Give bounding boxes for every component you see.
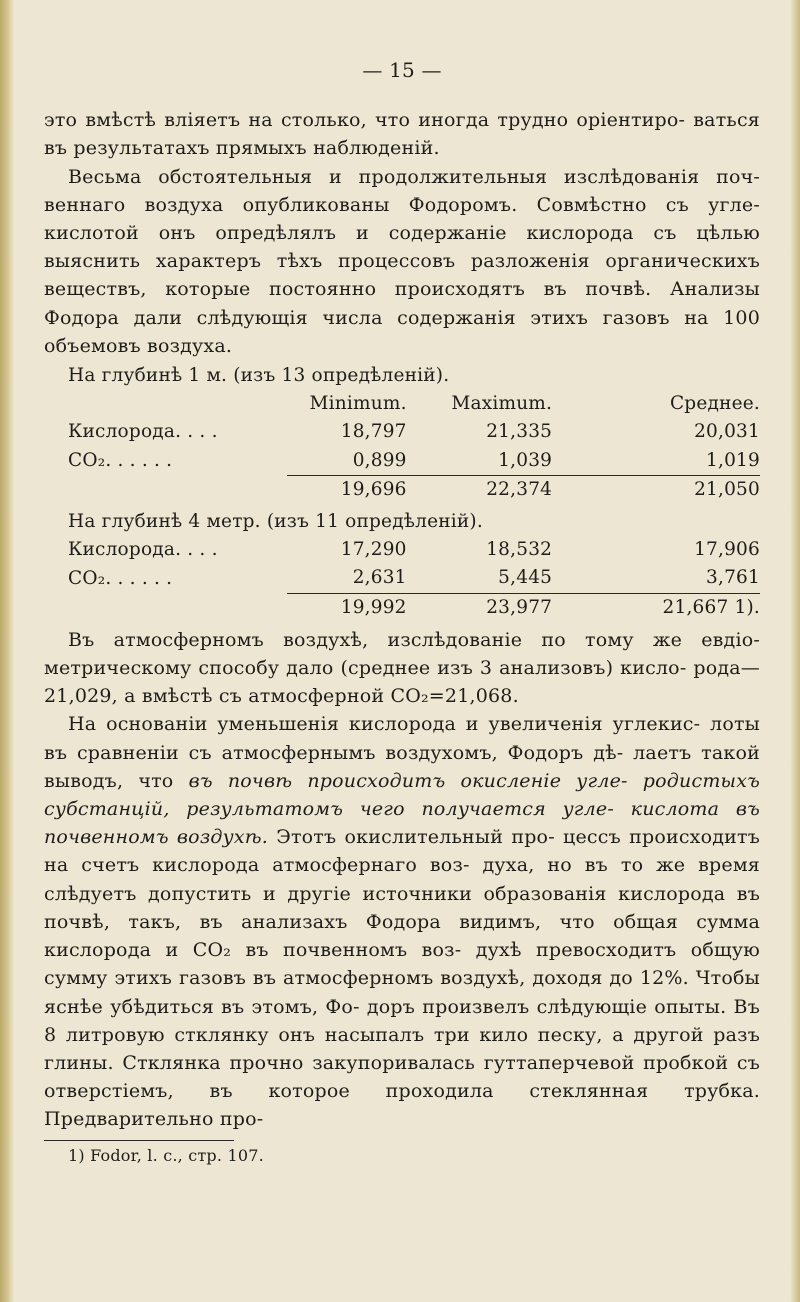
table-depth-4m xyxy=(44,508,760,622)
cell-avg: 20,031 xyxy=(694,421,760,443)
paragraph-3: Въ атмосферномъ воздухѣ, изслѣдованіе по тому же евдіо- метрическому способу дало (среднее изъ 3 анализовъ) кисло- рода—21,029, а вмѣстѣ съ атмосферной CO₂=21,068. xyxy=(44,628,760,708)
table1-caption: На глубинѣ 1 м. (изъ 13 опредѣленій). xyxy=(68,365,450,387)
table2-caption: На глубинѣ 4 метр. (изъ 11 опредѣленій). xyxy=(68,511,483,533)
cell-min: 0,899 xyxy=(352,449,407,471)
total-avg xyxy=(552,593,760,622)
table-total-row xyxy=(44,593,760,622)
total-max: 22,374 xyxy=(407,475,552,504)
book-page xyxy=(44,56,760,1167)
row-label: CO₂. . . . . . xyxy=(68,449,173,471)
row-label: Кислорода. . . . xyxy=(68,421,218,443)
cell-min: 2,631 xyxy=(352,567,407,589)
paragraph-4-italic: въ почвѣ происходитъ окисленіе угле- родистыхъ субстанцій, результатомъ чего получается угле- кислота въ почвенномъ воздухѣ. xyxy=(44,769,760,849)
scan-edge-left xyxy=(0,0,14,1302)
cell-max: 18,532 xyxy=(486,539,553,561)
cell-avg: 1,019 xyxy=(706,449,760,471)
table-row xyxy=(44,447,760,476)
scan-edge-right xyxy=(790,0,800,1302)
paragraph-4-end: Этотъ окислительный про- цессъ происходитъ на счетъ кислорода атмосфернаго воз- духа, но въ то же время слѣдуетъ допустить и другіе источники образованія кислорода въ почвѣ, такъ, въ анализахъ Фодора видимъ, что общая сумма кислорода и CO₂ въ почвенномъ воз- духѣ превосходитъ общую сумму этихъ газовъ въ атмосферномъ воздухѣ, доходя до 12%. Чтобы яснѣе убѣдиться въ этомъ, Фо- доръ произвелъ слѣдующіе опыты. Въ 8 литровую стклянку онъ насыпалъ три кило песку, а другой разъ глины. Стклянка прочно закупоривалась гуттаперчевой пробкой съ отверстіемъ, въ которое проходила стеклянная трубка. Предварительно про- xyxy=(44,826,761,1131)
header-min: Minimum. xyxy=(309,393,407,415)
footnote: 1) Fodor, l. c., стр. 107. xyxy=(68,1145,264,1165)
cell-max: 5,445 xyxy=(498,567,553,589)
table-row xyxy=(44,536,760,564)
total-max: 23,977 xyxy=(407,593,552,622)
cell-min: 18,797 xyxy=(340,421,407,443)
table-row xyxy=(44,418,760,446)
cell-avg: 3,761 xyxy=(706,567,760,589)
cell-max: 21,335 xyxy=(486,421,553,443)
paragraph-1: это вмѣстѣ вліяетъ на столько, что иногда трудно оріентиро- ваться въ результатахъ прямыхъ наблюденій. xyxy=(44,109,760,160)
header-max: Maximum. xyxy=(451,393,553,415)
total-avg-value: 21,667 xyxy=(662,596,729,618)
table-total-row xyxy=(44,475,760,504)
cell-max: 1,039 xyxy=(498,449,553,471)
paragraph-4-start: На основаніи уменьшенія кислорода и увеличенія углекис- лоты въ сравненіи съ атмосфернымъ воздухомъ, Фодоръ дѣ- лаетъ такой выводъ, что xyxy=(44,713,760,792)
paragraph-2: Весьма обстоятельныя и продолжительныя изслѣдованія поч- веннаго воздуха опубликованы Фодоромъ. Совмѣстно съ угле- кислотой онъ опредѣлялъ и содержаніе кислорода съ цѣлью выяснить характеръ тѣхъ процессовъ разложенія органическихъ веществъ, которые постоянно происходятъ въ почвѣ. Анализы Фодора дали слѣдующія числа содержанія этихъ газовъ на 100 объемовъ воздуха. xyxy=(44,165,760,357)
row-label: CO₂. . . . . . xyxy=(68,567,173,589)
cell-avg: 17,906 xyxy=(694,539,760,561)
table-row xyxy=(44,564,760,593)
total-min: 19,696 xyxy=(287,475,407,504)
total-avg: 21,050 xyxy=(552,475,760,504)
row-label: Кислорода. . . . xyxy=(68,539,218,561)
footnote-divider xyxy=(44,1140,234,1141)
header-avg: Среднее. xyxy=(669,393,760,415)
page-number: — 15 — xyxy=(362,58,442,82)
total-min: 19,992 xyxy=(287,593,407,622)
footnote-mark: 1). xyxy=(734,596,760,618)
cell-min: 17,290 xyxy=(340,539,407,561)
table-depth-1m xyxy=(44,362,760,504)
paragraph-4 xyxy=(44,710,760,1133)
